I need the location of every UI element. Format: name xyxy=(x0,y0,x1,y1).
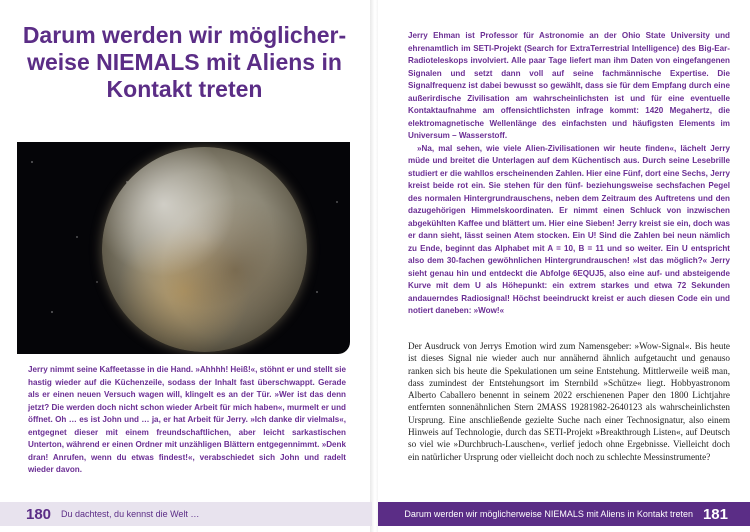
right-paragraph-3: Der Ausdruck von Jerrys Emotion wird zum Namensgeber: »Wow-Signal«. Bis heute ist dieses Signal nie wieder auch nur annähernd ähnlich aufgetaucht und genauso ranken sich bis heute die Spekulationen um seine Entstehung. Mittlerweile weiß man, dass zumindest der Entstehungsort im Sternbild »Schütze« liegt. Hobbyastronom Alberto Caballero benennt in seinem 2022 erschienenen Paper den 1800 Lichtjahre entfernten sonnenähnlichen Stern 2MASS 19281982-2640123 als wahrscheinlichsten Ursprung. Eine anschließende gezielte Suche nach einer Technosignatur, also einem Hinweis auf Technologie, durch das SETI-Projekt »Breakthrough Listen«, auf Deutsch so viel wie »Durchbruch-Lauschen«, verlief jedoch ohne Ergebnisse. Vielleicht doch ein natürlicher Ursprung oder vielleicht doch noch zu schlechte Messinstrumente? xyxy=(408,341,730,462)
chapter-title: Darum werden wir möglicherweise NIEMALS mit Aliens in Kontakt treten xyxy=(22,22,347,102)
right-footer xyxy=(378,502,750,526)
right-black-text xyxy=(408,340,730,463)
left-paragraph: Jerry nimmt seine Kaffeetasse in die Hand. »Ahhhh! Heiß!«, stöhnt er und stellt sie hastig wieder auf die Küchenzeile, sodass der Inhalt fast überschwappt. Gerade als er einen neuen Versuch wagen will, klingelt es an der Tür. »Wer ist das denn jetzt? Die werden doch nicht schon wieder Arbeit für mich haben«, murmelt er und öffnet. Oh … es ist John und … ja, er hat Arbeit für Jerry. »Ich danke dir vielmals«, entgegnet dieser mit einem freundschaftlichen, aber leicht sarkastischen Unterton, während er einen Ordner mit unzähligen Blättern entgegennimmt. »Denk dran! Anrufen, wenn du etwas findest!«, verabschiedet sich John und radelt wieder davon. xyxy=(28,365,346,474)
right-paragraph-1: Jerry Ehman ist Professor für Astronomie an der Ohio State University und ehrenamtlich im SETI-Projekt (Search for ExtraTerrestrial Intelligence) des Big-Ear-Radioteleskops involviert. Alle paar Tage liefert man ihm Daten von eingefangenen Signalen und setzt dann voll auf seine fachmännische Expertise. Die Signalfrequenz ist dabei bewusst so gewählt, dass sie für dem Empfang durch eine außerirdische Zivilisation am wahrscheinlichsten ist und für eine eventuelle Kontaktaufnahme am offensichtlichsten infrage kommt: 1420 Megahertz, die elektromagnetische Wellenlänge des einfachsten und häufigsten Elements im Universum – Wasserstoff. xyxy=(408,31,730,140)
running-title-left: Du dachtest, du kennst die Welt … xyxy=(61,509,200,519)
left-page xyxy=(0,0,372,532)
left-body-text xyxy=(28,364,346,477)
planet-sphere xyxy=(102,147,307,352)
right-purple-text xyxy=(408,30,730,318)
page-number-left: 180 xyxy=(26,505,52,523)
planet-image xyxy=(17,142,350,354)
right-paragraph-2: »Na, mal sehen, wie viele Alien-Zivilisationen wir heute finden«, lächelt Jerry müde und breitet die Unterlagen auf dem Küchentisch aus. Durch seine Lesebrille studiert er die wahllos erscheinenden Zahlen. Hier eine Fünf, dort eine Sechs, Jerry kreist beide rot ein. Sie stehen für den fünf- beziehungsweise sechsfachen Pegel des normalen Hintergrundrauschens, neben dem Zeitraum des Auftretens und den dazugehörigen Himmelskoordinaten. Er nimmt einen Schluck von inzwischen abgekühlten Kaffee und blättert um. Hier eine Sieben! Jerry kreist sie ein, doch was er dann sieht, lässt seinen Atem stocken. Ein U! Sind die Zahlen bei neun nämlich zu Ende, beginnt das Alphabet mit A = 10, B = 11 und so weiter. Ein U entspricht also dem 30-fachen gewöhnlichen Hintergrundrauschen! »Ist das möglich?« Jerry sieht genau hin und entdeckt die Abfolge 6EQUJ5, also eine auf- und absteigende Kurve mit dem U als Höhepunkt: ein extrem starkes und etwa 72 Sekunden andauerndes Radiosignal! Höchst beeindruckt kreist er auch diesen Code ein und notiert daneben: »Wow!« xyxy=(408,143,730,315)
running-title-right: Darum werden wir möglicherweise NIEMALS mit Aliens in Kontakt treten xyxy=(404,509,693,519)
page-number-right: 181 xyxy=(702,505,728,523)
left-footer xyxy=(0,502,372,526)
